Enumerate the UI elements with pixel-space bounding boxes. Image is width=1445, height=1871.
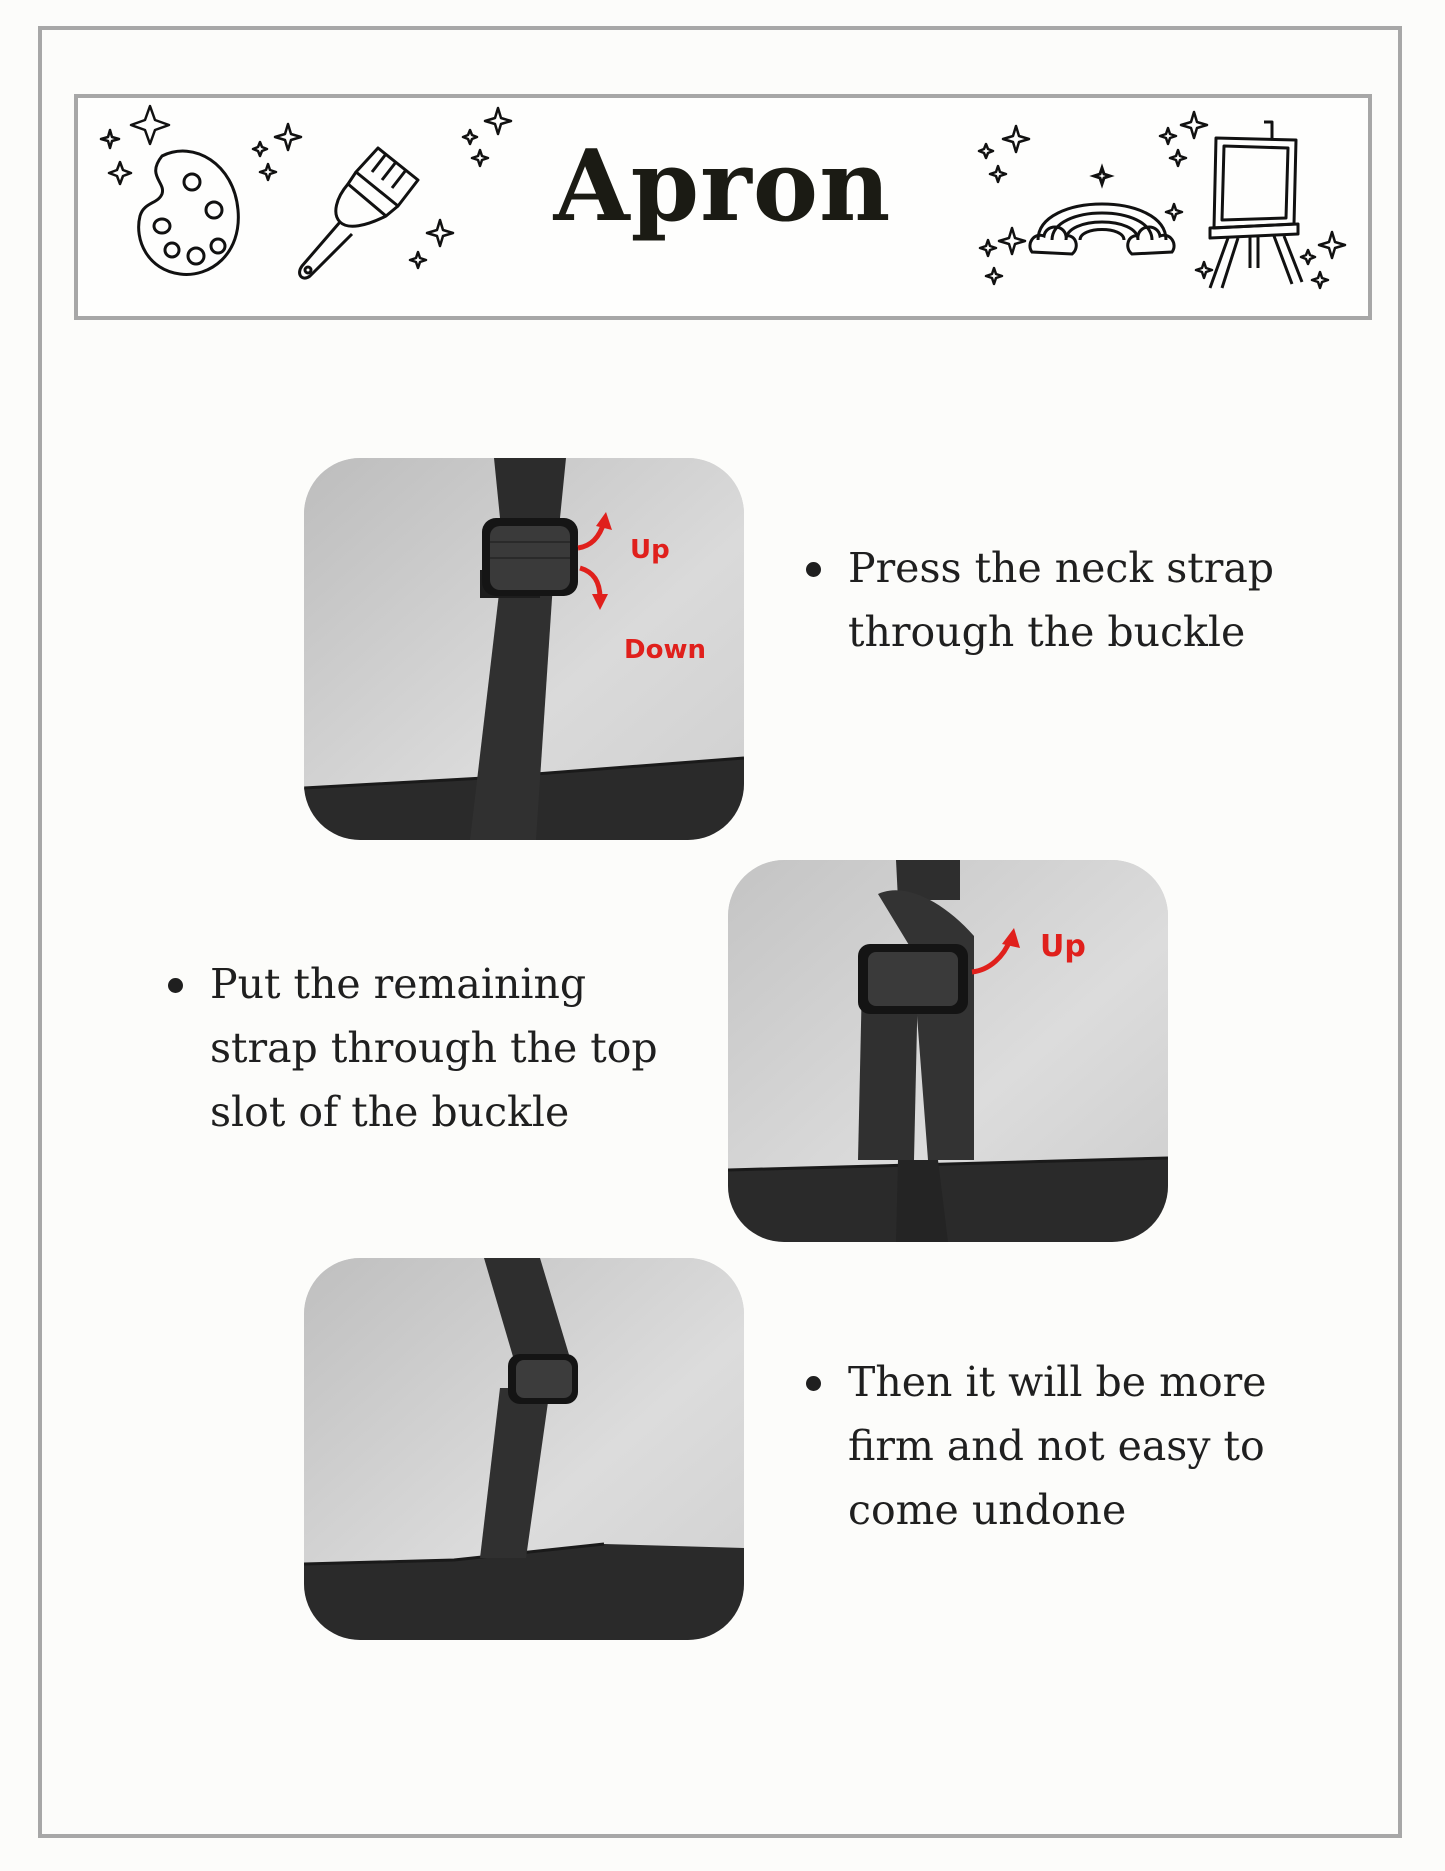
step-3-line: come undone [848, 1486, 1127, 1534]
step-3-line: Then it will be more [848, 1358, 1267, 1406]
step-2-text [210, 952, 658, 1144]
sparkle-icon [458, 102, 518, 172]
page-title: Apron [553, 129, 892, 244]
step-1-text [848, 536, 1274, 664]
arrow-label-up: Up [1040, 929, 1086, 964]
step-1-photo [304, 458, 744, 840]
bullet [806, 562, 821, 577]
arrow-label-up: Up [630, 535, 670, 565]
sparkle-icon [404, 214, 460, 280]
step-3-text [848, 1350, 1267, 1542]
step-3-photo [304, 1258, 744, 1640]
arrow-label-down: Down [624, 635, 706, 665]
step-1-line: through the buckle [848, 608, 1246, 656]
bullet [168, 978, 183, 993]
step-3-line: firm and not easy to [848, 1422, 1265, 1470]
bullet [806, 1376, 821, 1391]
step-2-line: slot of the buckle [210, 1088, 570, 1136]
palette-icon [132, 146, 244, 282]
step-2-line: Put the remaining [210, 960, 587, 1008]
step-1-line: Press the neck strap [848, 544, 1275, 592]
step-2-photo [728, 860, 1168, 1242]
sparkle-icon [1296, 228, 1352, 298]
step-2-line: strap through the top [210, 1024, 658, 1072]
